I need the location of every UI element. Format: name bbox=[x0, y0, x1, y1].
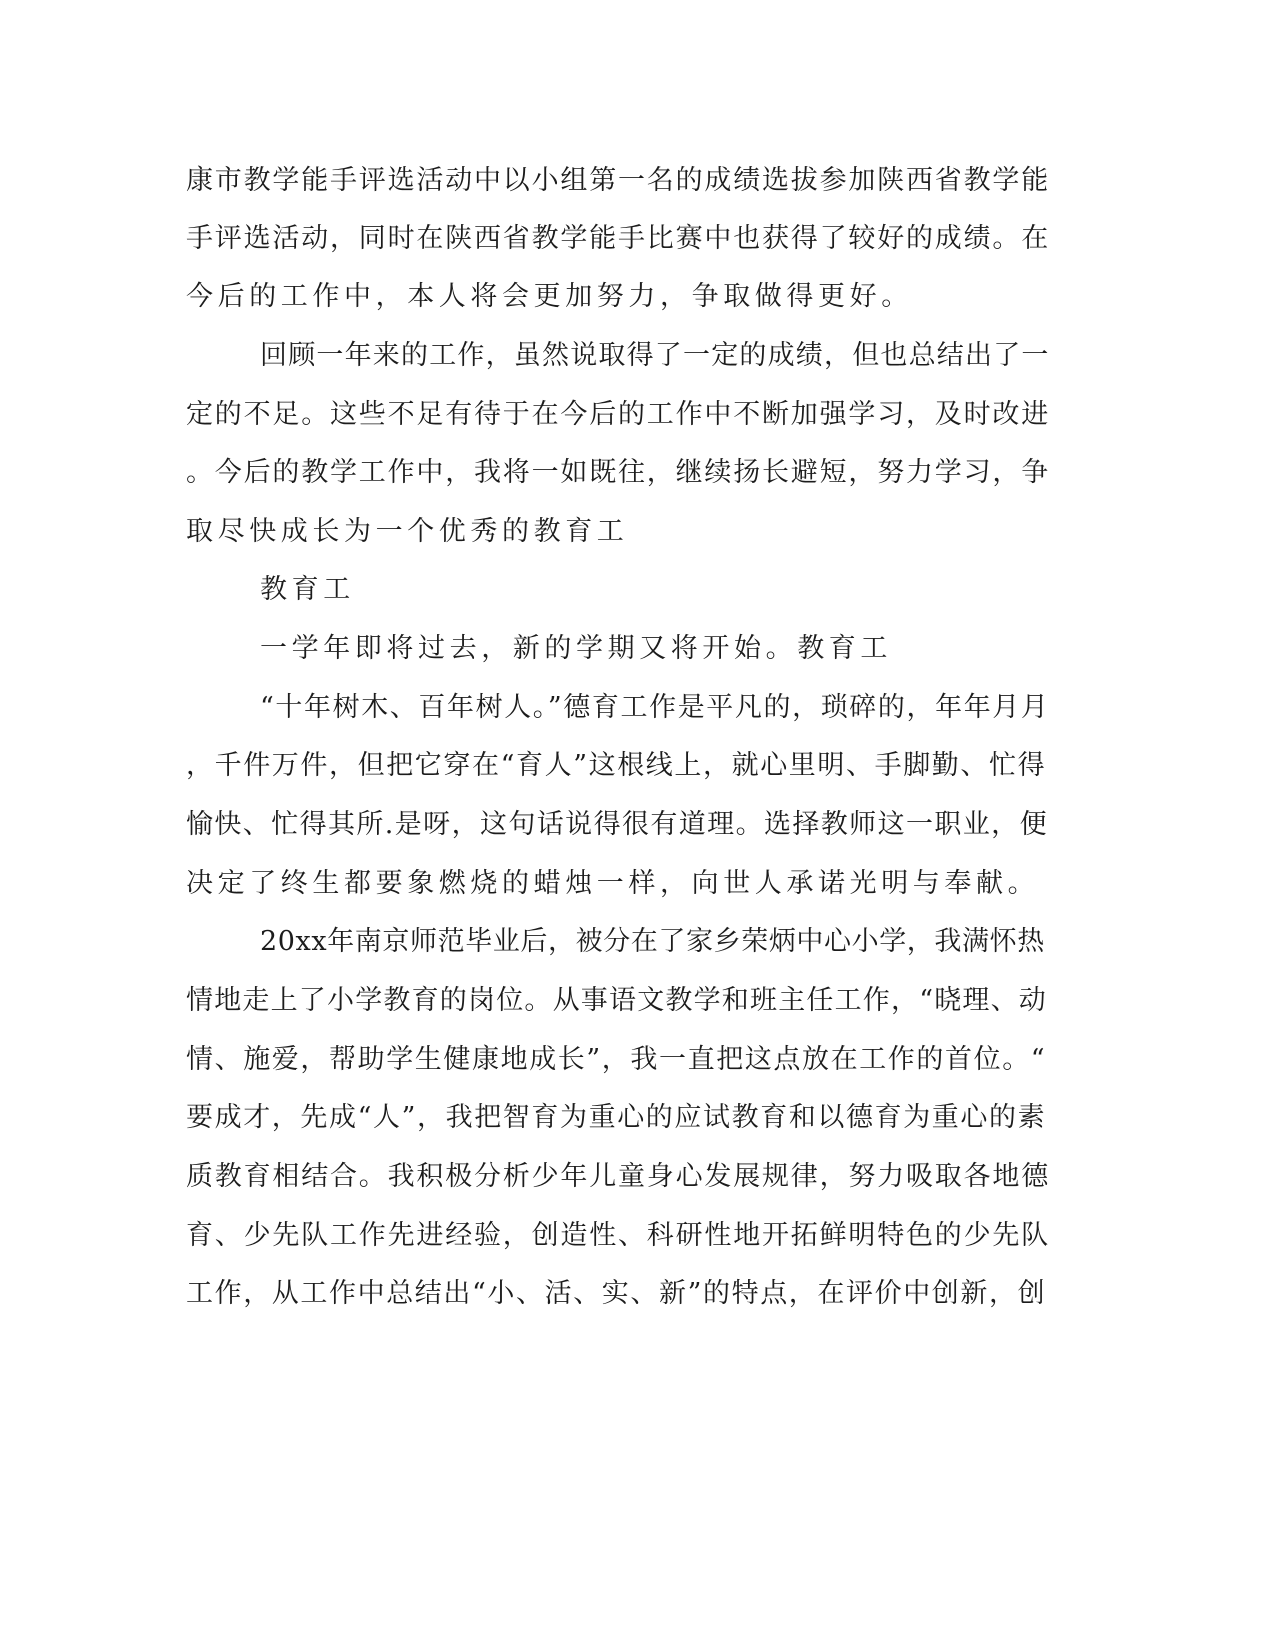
text-line: 定的不足。这些不足有待于在今后的工作中不断加强学习，及时改进 bbox=[186, 399, 1050, 430]
text-line: 取尽快成长为一个优秀的教育工 bbox=[186, 516, 629, 547]
text-line: 质教育相结合。我积极分析少年儿童身心发展规律，努力吸取各地德 bbox=[186, 1161, 1050, 1192]
text-line: 。今后的教学工作中，我将一如既往，继续扬长避短，努力学习，争 bbox=[186, 457, 1050, 488]
text-line: 决定了终生都要象燃烧的蜡烛一样，向世人承诺光明与奉献。 bbox=[186, 868, 1040, 899]
paragraph-start-line: 教育工 bbox=[260, 574, 355, 605]
paragraph-start-line: 一学年即将过去，新的学期又将开始。教育工 bbox=[260, 633, 892, 664]
paragraph-start-line: “十年树木、百年树人。”德育工作是平凡的，琐碎的，年年月月 bbox=[260, 692, 1050, 723]
text-line: 要成才，先成“人”，我把智育为重心的应试教育和以德育为重心的素 bbox=[186, 1102, 1047, 1133]
text-line: ，千件万件，但把它穿在“育人”这根线上，就心里明、手脚勤、忙得 bbox=[186, 750, 1047, 781]
text-line: 康市教学能手评选活动中以小组第一名的成绩选拔参加陕西省教学能 bbox=[186, 165, 1050, 196]
text-line: 工作，从工作中总结出“小、活、实、新”的特点，在评价中创新，创 bbox=[186, 1278, 1047, 1309]
paragraph-start-line: 20xx年南京师范毕业后，被分在了家乡荣炳中心小学，我满怀热 bbox=[260, 926, 1045, 957]
text-line: 手评选活动，同时在陕西省教学能手比赛中也获得了较好的成绩。在 bbox=[186, 223, 1050, 254]
text-line: 情、施爱，帮助学生健康地成长”，我一直把这点放在工作的首位。“ bbox=[186, 1044, 1047, 1075]
text-line: 愉快、忙得其所.是呀，这句话说得很有道理。选择教师这一职业，便 bbox=[186, 809, 1048, 840]
paragraph-start-line: 回顾一年来的工作，虽然说取得了一定的成绩，但也总结出了一 bbox=[260, 340, 1050, 371]
text-line: 育、少先队工作先进经验，创造性、科研性地开拓鲜明特色的少先队 bbox=[186, 1220, 1050, 1251]
text-line: 今后的工作中，本人将会更加努力，争取做得更好。 bbox=[186, 281, 913, 312]
text-line: 情地走上了小学教育的岗位。从事语文教学和班主任工作，“晓理、动 bbox=[186, 985, 1048, 1016]
